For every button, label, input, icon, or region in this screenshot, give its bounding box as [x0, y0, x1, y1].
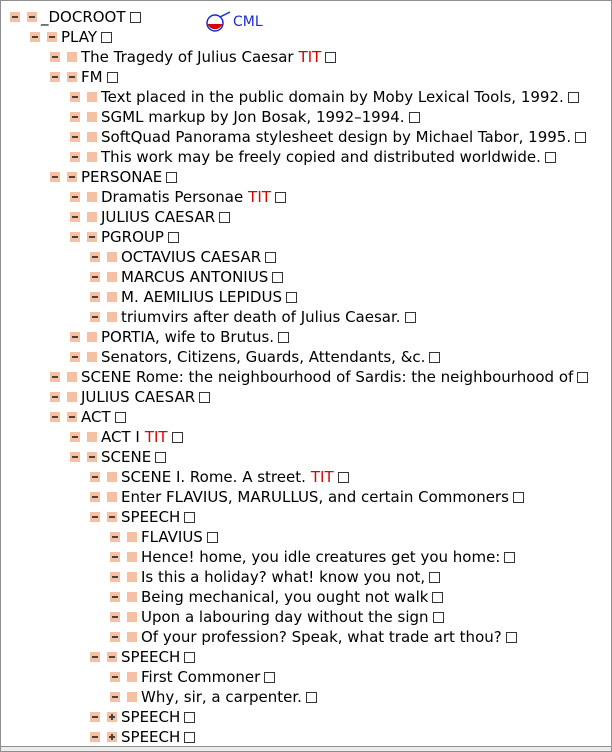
node-end-marker[interactable]: [432, 592, 443, 603]
tree-node[interactable]: [90, 267, 283, 287]
collapse-toggle-icon[interactable]: [90, 272, 100, 282]
leaf-node-icon: [107, 292, 117, 302]
tree-node[interactable]: [110, 567, 440, 587]
node-end-marker[interactable]: [506, 632, 517, 643]
node-end-marker[interactable]: [115, 412, 126, 423]
node-label: PORTIA, wife to Brutus.: [101, 328, 275, 346]
collapse-toggle-icon[interactable]: [90, 472, 100, 482]
title-tag: TIT: [310, 468, 334, 486]
node-label: First Commoner: [141, 668, 261, 686]
node-end-marker[interactable]: [429, 352, 440, 363]
node-end-marker[interactable]: [184, 712, 195, 723]
leaf-node-icon: [87, 152, 97, 162]
cml-logo: [205, 10, 263, 34]
collapse-toggle-icon[interactable]: [70, 352, 80, 362]
collapse-icon[interactable]: [27, 12, 37, 22]
node-label: Text placed in the public domain by Moby Lexical Tools, 1992.: [101, 88, 564, 106]
tree-node[interactable]: [110, 667, 275, 687]
collapse-toggle-icon[interactable]: [90, 312, 100, 322]
leaf-node-icon: [87, 112, 97, 122]
tree-node[interactable]: [70, 427, 183, 447]
leaf-node-icon: [87, 192, 97, 202]
node-end-marker[interactable]: [577, 372, 588, 383]
leaf-node-icon: [127, 552, 137, 562]
tree-node[interactable]: [70, 107, 420, 127]
leaf-node-icon: [87, 132, 97, 142]
node-end-marker[interactable]: [429, 572, 440, 583]
node-label: Upon a labouring day without the sign: [141, 608, 429, 626]
leaf-node-icon: [107, 252, 117, 262]
tree-node[interactable]: [110, 587, 443, 607]
node-label: This work may be freely copied and distributed worldwide.: [101, 148, 541, 166]
tree-node[interactable]: [110, 527, 218, 547]
leaf-node-icon: [87, 332, 97, 342]
tree-node[interactable]: [30, 27, 112, 47]
node-label: FLAVIUS: [141, 528, 203, 546]
node-label: Hence! home, you idle creatures get you home:: [141, 548, 501, 566]
node-label: FM: [81, 68, 103, 86]
collapse-toggle-icon[interactable]: [110, 532, 120, 542]
leaf-node-icon: [127, 532, 137, 542]
tree-node[interactable]: [90, 247, 276, 267]
node-end-marker[interactable]: [207, 532, 218, 543]
node-end-marker[interactable]: [275, 192, 286, 203]
collapse-icon[interactable]: [67, 172, 77, 182]
node-end-marker[interactable]: [278, 332, 289, 343]
tree-node[interactable]: [70, 207, 230, 227]
tree-node[interactable]: [10, 7, 141, 27]
tree-node[interactable]: [50, 47, 336, 67]
collapse-icon[interactable]: [67, 72, 77, 82]
node-end-marker[interactable]: [568, 92, 579, 103]
node-label: The Tragedy of Julius Caesar: [81, 48, 294, 66]
tree-node[interactable]: [50, 387, 210, 407]
tree-node[interactable]: [110, 547, 515, 567]
collapse-toggle-icon[interactable]: [110, 692, 120, 702]
tree-node[interactable]: [90, 727, 195, 747]
node-end-marker[interactable]: [405, 312, 416, 323]
node-end-marker[interactable]: [513, 492, 524, 503]
leaf-node-icon: [87, 92, 97, 102]
node-label: SoftQuad Panorama stylesheet design by Michael Tabor, 1995.: [101, 128, 572, 146]
collapse-toggle-icon[interactable]: [110, 672, 120, 682]
tree-node[interactable]: [90, 647, 195, 667]
node-end-marker[interactable]: [575, 132, 586, 143]
node-label: MARCUS ANTONIUS: [121, 268, 269, 286]
tree-node[interactable]: [70, 347, 440, 367]
collapse-toggle-icon[interactable]: [10, 12, 20, 22]
node-label: Is this a holiday? what! know you not,: [141, 568, 426, 586]
leaf-node-icon: [107, 312, 117, 322]
collapse-icon[interactable]: [87, 232, 97, 242]
node-label: SPEECH: [121, 708, 181, 726]
node-label: triumvirs after death of Julius Caesar.: [121, 308, 401, 326]
collapse-icon[interactable]: [67, 412, 77, 422]
tree-node[interactable]: [50, 67, 118, 87]
tree-node[interactable]: [90, 707, 195, 727]
collapse-toggle-icon[interactable]: [70, 92, 80, 102]
node-label: PGROUP: [101, 228, 164, 246]
collapse-toggle-icon[interactable]: [70, 212, 80, 222]
node-end-marker[interactable]: [504, 552, 515, 563]
node-end-marker[interactable]: [272, 272, 283, 283]
tree-node[interactable]: [70, 327, 289, 347]
node-label: SCENE I. Rome. A street.: [121, 468, 306, 486]
leaf-node-icon: [107, 492, 117, 502]
tree-node[interactable]: [90, 507, 195, 527]
expand-icon[interactable]: [107, 732, 117, 742]
title-tag: TIT: [144, 428, 168, 446]
node-end-marker[interactable]: [325, 52, 336, 63]
node-label: JULIUS CAESAR: [81, 388, 196, 406]
leaf-node-icon: [87, 432, 97, 442]
leaf-node-icon: [67, 392, 77, 402]
tree-node[interactable]: [110, 607, 444, 627]
node-end-marker[interactable]: [130, 12, 141, 23]
title-tag: TIT: [298, 48, 322, 66]
collapse-toggle-icon[interactable]: [90, 732, 100, 742]
node-end-marker[interactable]: [409, 112, 420, 123]
leaf-node-icon: [87, 212, 97, 222]
node-label: SCENE Rome: the neighbourhood of Sardis: the neighbourhood of: [81, 368, 574, 386]
node-label: Dramatis Personae: [101, 188, 244, 206]
collapse-toggle-icon[interactable]: [90, 252, 100, 262]
collapse-toggle-icon[interactable]: [70, 232, 80, 242]
tree-node[interactable]: [70, 87, 579, 107]
node-label: ACT: [81, 408, 111, 426]
collapse-toggle-icon[interactable]: [70, 452, 80, 462]
tree-node[interactable]: [70, 187, 286, 207]
tree-node[interactable]: [110, 627, 517, 647]
leaf-node-icon: [107, 272, 117, 282]
collapse-toggle-icon[interactable]: [90, 652, 100, 662]
node-end-marker[interactable]: [155, 452, 166, 463]
tree-node[interactable]: [90, 307, 416, 327]
tree-node[interactable]: [70, 147, 556, 167]
collapse-icon[interactable]: [107, 512, 117, 522]
cml-flask-icon: [205, 11, 231, 33]
collapse-toggle-icon[interactable]: [110, 592, 120, 602]
collapse-toggle-icon[interactable]: [90, 712, 100, 722]
node-label: ACT I: [101, 428, 140, 446]
node-end-marker[interactable]: [172, 432, 183, 443]
node-label: Senators, Citizens, Guards, Attendants, &c.: [101, 348, 426, 366]
node-end-marker[interactable]: [199, 392, 210, 403]
collapse-toggle-icon[interactable]: [110, 632, 120, 642]
node-label: SPEECH: [121, 508, 181, 526]
bottom-scrollbar[interactable]: [1, 746, 611, 751]
node-label: JULIUS CAESAR: [101, 208, 216, 226]
node-label: SGML markup by Jon Bosak, 1992–1994.: [101, 108, 405, 126]
node-label: Being mechanical, you ought not walk: [141, 588, 429, 606]
collapse-toggle-icon[interactable]: [30, 32, 40, 42]
node-end-marker[interactable]: [184, 732, 195, 743]
collapse-toggle-icon[interactable]: [110, 552, 120, 562]
tree-node[interactable]: [50, 367, 588, 387]
node-end-marker[interactable]: [545, 152, 556, 163]
node-label: Of your profession? Speak, what trade art thou?: [141, 628, 502, 646]
node-end-marker[interactable]: [166, 172, 177, 183]
collapse-toggle-icon[interactable]: [110, 572, 120, 582]
leaf-node-icon: [87, 352, 97, 362]
collapse-toggle-icon[interactable]: [50, 52, 60, 62]
title-tag: TIT: [248, 188, 271, 206]
node-end-marker[interactable]: [338, 472, 349, 483]
leaf-node-icon: [67, 52, 77, 62]
collapse-toggle-icon[interactable]: [90, 492, 100, 502]
collapse-toggle-icon[interactable]: [70, 192, 80, 202]
node-end-marker[interactable]: [306, 692, 317, 703]
node-label: Enter FLAVIUS, MARULLUS, and certain Commoners: [121, 488, 509, 506]
leaf-node-icon: [127, 572, 137, 582]
leaf-node-icon: [67, 372, 77, 382]
tree-node[interactable]: [70, 227, 179, 247]
collapse-toggle-icon[interactable]: [70, 112, 80, 122]
collapse-toggle-icon[interactable]: [50, 412, 60, 422]
node-end-marker[interactable]: [101, 32, 112, 43]
node-label: OCTAVIUS CAESAR: [121, 248, 262, 266]
leaf-node-icon: [127, 672, 137, 682]
node-end-marker[interactable]: [433, 612, 444, 623]
node-end-marker[interactable]: [184, 652, 195, 663]
node-label: M. AEMILIUS LEPIDUS: [121, 288, 282, 306]
leaf-node-icon: [127, 632, 137, 642]
collapse-toggle-icon[interactable]: [50, 372, 60, 382]
expand-icon[interactable]: [107, 712, 117, 722]
collapse-toggle-icon[interactable]: [50, 72, 60, 82]
logo-text: CML: [233, 14, 263, 30]
leaf-node-icon: [107, 472, 117, 482]
tree-node[interactable]: [90, 487, 524, 507]
node-label: SCENE: [101, 448, 152, 466]
collapse-toggle-icon[interactable]: [90, 292, 100, 302]
tree-node[interactable]: [110, 687, 317, 707]
leaf-node-icon: [127, 612, 137, 622]
node-end-marker[interactable]: [107, 72, 118, 83]
node-end-marker[interactable]: [286, 292, 297, 303]
node-label: SPEECH: [121, 648, 181, 666]
collapse-toggle-icon[interactable]: [70, 432, 80, 442]
tree-node[interactable]: [90, 287, 297, 307]
collapse-icon[interactable]: [87, 452, 97, 462]
collapse-toggle-icon[interactable]: [70, 332, 80, 342]
node-label: SPEECH: [121, 728, 181, 746]
tree-node[interactable]: [90, 467, 349, 487]
leaf-node-icon: [127, 692, 137, 702]
tree-node[interactable]: [50, 167, 177, 187]
node-label: _DOCROOT: [41, 8, 126, 26]
node-end-marker[interactable]: [184, 512, 195, 523]
collapse-toggle-icon[interactable]: [90, 512, 100, 522]
collapse-icon[interactable]: [107, 652, 117, 662]
tree-node[interactable]: [70, 127, 586, 147]
node-end-marker[interactable]: [264, 672, 275, 683]
node-label: PERSONAE: [81, 168, 163, 186]
node-end-marker[interactable]: [168, 232, 179, 243]
leaf-node-icon: [127, 592, 137, 602]
collapse-toggle-icon[interactable]: [110, 612, 120, 622]
node-label: Why, sir, a carpenter.: [141, 688, 302, 706]
collapse-toggle-icon[interactable]: [70, 132, 80, 142]
node-end-marker[interactable]: [219, 212, 230, 223]
node-label: PLAY: [61, 28, 98, 46]
collapse-icon[interactable]: [47, 32, 57, 42]
node-end-marker[interactable]: [265, 252, 276, 263]
collapse-toggle-icon[interactable]: [70, 152, 80, 162]
tree-node[interactable]: [70, 447, 166, 467]
collapse-toggle-icon[interactable]: [50, 172, 60, 182]
tree-node[interactable]: [50, 407, 126, 427]
collapse-toggle-icon[interactable]: [50, 392, 60, 402]
